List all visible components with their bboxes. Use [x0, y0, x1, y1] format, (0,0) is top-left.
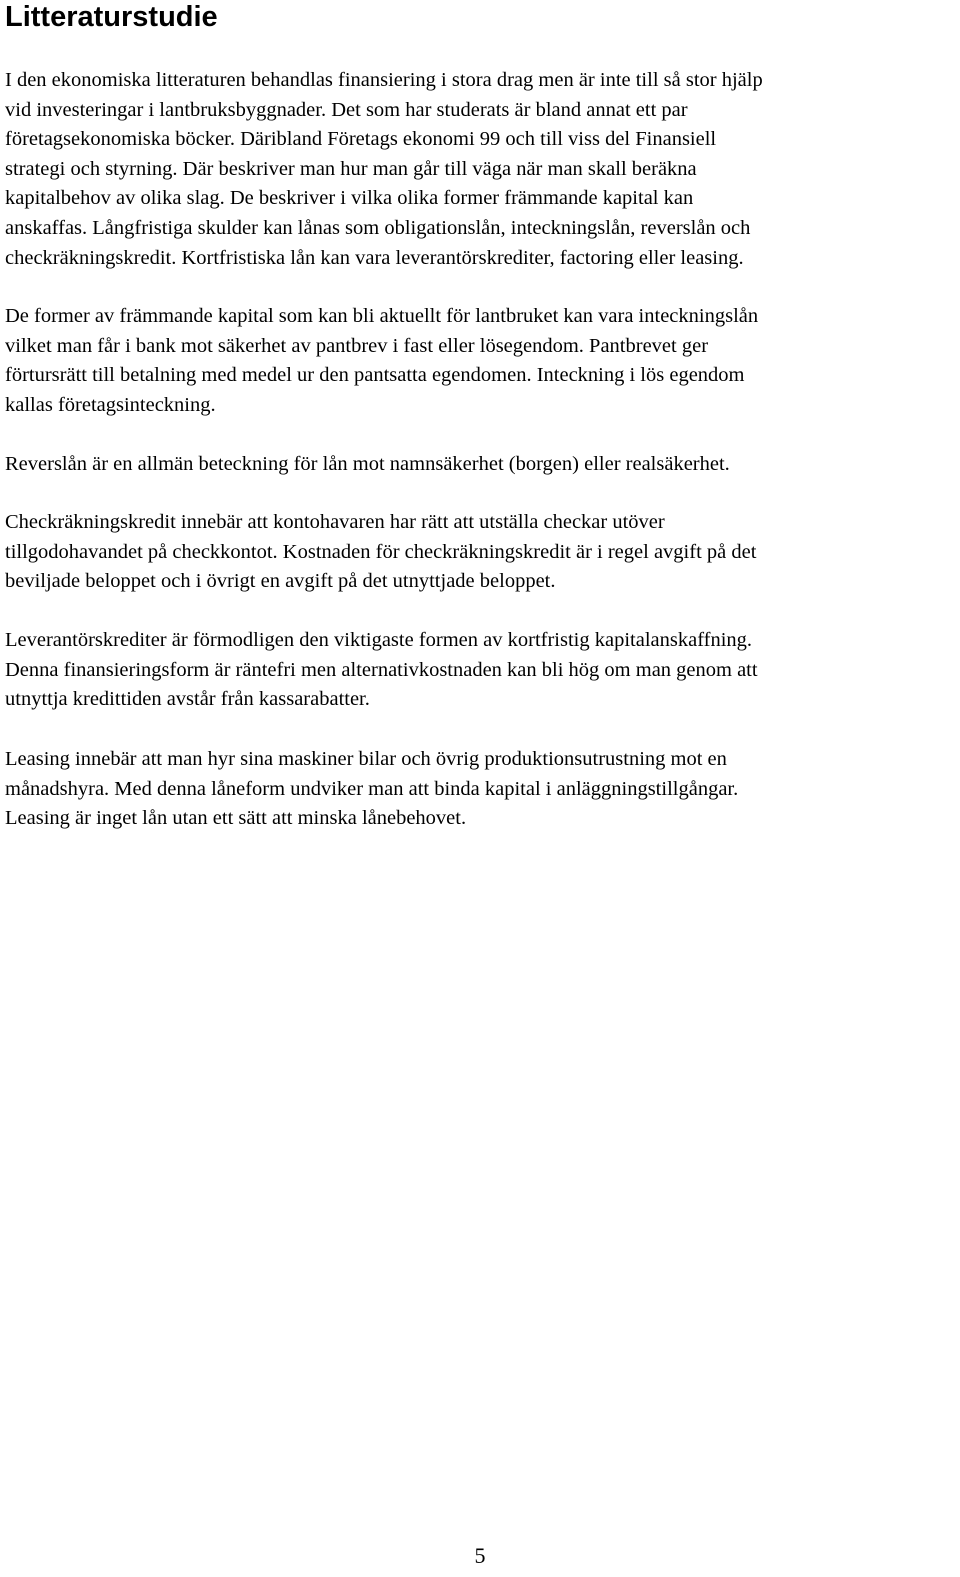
- page-title: Litteraturstudie: [5, 1, 218, 33]
- paragraph-line: Leasing är inget lån utan ett sätt att minska lånebehovet.: [5, 807, 467, 830]
- paragraph-leasing: [5, 745, 955, 834]
- paragraph-intro: [5, 66, 955, 273]
- paragraph-line: kapitalbehov av olika slag. De beskriver i vilka olika former främmande kapital kan: [5, 187, 694, 210]
- paragraph-line: Leverantörskrediter är förmodligen den viktigaste formen av kortfristig kapitalanskaffning.: [5, 629, 753, 651]
- paragraph-line: De former av främmande kapital som kan bli aktuellt för lantbruket kan vara inteckningslån: [5, 305, 759, 327]
- paragraph-line: checkräkningskredit. Kortfristiska lån kan vara leverantörskrediter, factoring eller leasing.: [5, 246, 744, 269]
- paragraph-line: anskaffas. Långfristiga skulder kan lånas som obligationslån, inteckningslån, reverslån och: [5, 216, 751, 239]
- paragraph-line: strategi och styrning. Där beskriver man hur man går till väga när man skall beräkna: [5, 157, 697, 180]
- paragraph-line: kallas företagsinteckning.: [5, 393, 216, 416]
- paragraph-inteckningslan: [5, 302, 955, 420]
- paragraph-line: förtursrätt till betalning med medel ur den pantsatta egendomen. Inteckning i lös egendom: [5, 364, 745, 387]
- page-number: 5: [474, 1543, 486, 1568]
- paragraph-line: Reverslån är en allmän beteckning för lån mot namnsäkerhet (borgen) eller realsäkerhet.: [5, 453, 730, 475]
- paragraph-leverantorskrediter: [5, 626, 955, 715]
- paragraph-checkrakningskredit: [5, 508, 955, 597]
- paragraph-line: beviljade beloppet och i övrigt en avgift på det utnyttjade beloppet.: [5, 570, 556, 593]
- paragraph-line: Leasing innebär att man hyr sina maskiner bilar och övrig produktionsutrustning mot en: [5, 748, 727, 770]
- paragraph-line: vilket man får i bank mot säkerhet av pantbrev i fast eller lösegendom. Pantbrevet ger: [5, 334, 709, 357]
- paragraph-line: företagsekonomiska böcker. Däribland Företags ekonomi 99 och till viss del Finansiell: [5, 128, 717, 151]
- paragraph-line: Checkräkningskredit innebär att kontohavaren har rätt att utställa checkar utöver: [5, 511, 665, 533]
- paragraph-line: utnyttja kredittiden avstår från kassarabatter.: [5, 688, 370, 711]
- paragraph-reverslan: [5, 450, 955, 480]
- paragraph-line: vid investeringar i lantbruksbyggnader. Det som har studerats är bland annat ett par: [5, 98, 688, 121]
- paragraph-line: månadshyra. Med denna låneform undviker man att binda kapital i anläggningstillgångar.: [5, 777, 739, 800]
- paragraph-line: Denna finansieringsform är räntefri men alternativkostnaden kan bli hög om man genom att: [5, 658, 758, 681]
- paragraph-line: tillgodohavandet på checkkontot. Kostnaden för checkräkningskredit är i regel avgift på det: [5, 540, 757, 563]
- paragraph-line: I den ekonomiska litteraturen behandlas finansiering i stora drag men är inte till så stor hjälp: [5, 69, 763, 91]
